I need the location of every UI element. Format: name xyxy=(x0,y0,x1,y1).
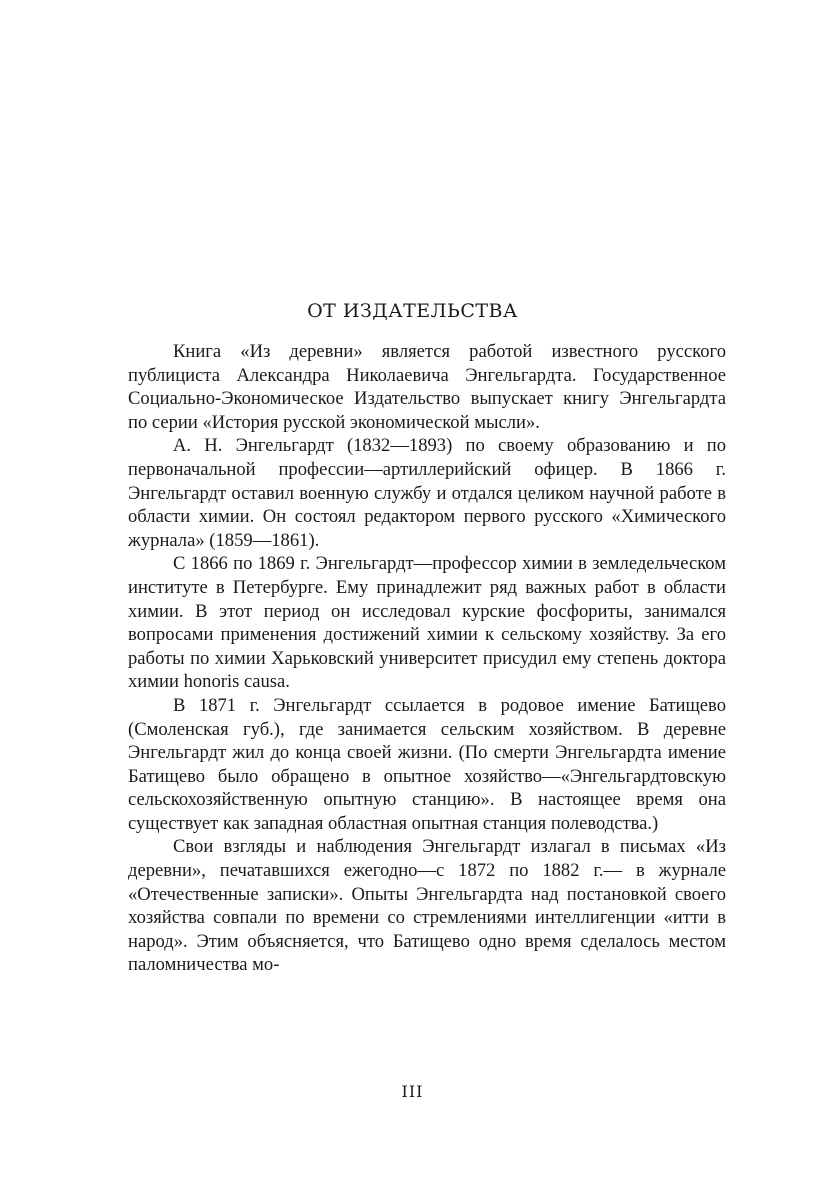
paragraph-batishchevo: В 1871 г. Энгельгардт ссылается в родовое имение Батищево (Смоленская губ.), где занимается сельским хозяйством. В деревне Энгельгардт жил до конца своей жизни. (По смерти Энгельгардта имение Батищево было обращено в опытное хозяйство—«Энгельгардтовскую сельскохозяйственную опытную станцию». В настоящее время она существует как западная областная опытная станция полеводства.) xyxy=(128,694,726,834)
section-heading: ОТ ИЗДАТЕЛЬСТВА xyxy=(307,300,518,322)
paragraph-letters: Свои взгляды и наблюдения Энгельгардт излагал в письмах «Из деревни», печатавшихся ежегодно—с 1872 по 1882 г.— в журнале «Отечественные записки». Опыты Энгельгардта над постановкой своего хозяйства совпали по времени со стремлениями интеллигенции «итти в народ». Этим объясняется, что Батищево одно время сделалось местом паломничества мо- xyxy=(128,836,726,976)
paragraph-chemistry: С 1866 по 1869 г. Энгельгардт—профессор химии в земледельческом институте в Петербурге. Ему принадлежит ряд важных работ в области химии. В этот период он исследовал курские фосфориты, занимался вопросами применения достижений химии к сельскому хозяйству. За его работы по химии Харьковский университет присудил ему степень доктора химии honoris causa. xyxy=(128,553,726,693)
paragraph-biography: А. Н. Энгельгардт (1832—1893) по своему образованию и по первоначальной профессии—артиллерийский офицер. В 1866 г. Энгельгардт оставил военную службу и отдался целиком научной работе в области химии. Он состоял редактором первого русского «Химического журнала» (1859—1861). xyxy=(128,435,726,551)
page-number: III xyxy=(401,1082,424,1101)
body-text xyxy=(128,340,726,977)
paragraph-intro: Книга «Из деревни» является работой известного русского публициста Александра Николаевича Энгельгардта. Государственное Социально-Экономическое Издательство выпускает книгу Энгельгардта по серии «История русской экономической мысли». xyxy=(128,341,726,433)
